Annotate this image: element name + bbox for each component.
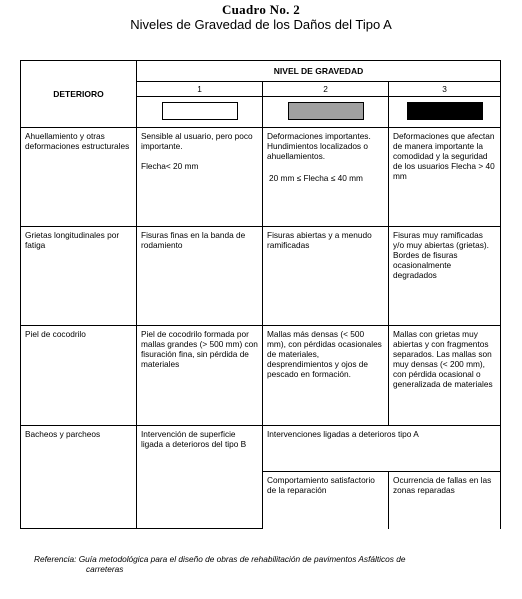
level-2-3-description: Intervenciones ligadas a deterioros tipo A [263,426,501,472]
level-1-swatch [162,102,238,120]
level-3-swatch [407,102,483,120]
deterioro-name: Grietas longitudinales por fatiga [21,227,137,326]
deterioro-header: DETERIORO [21,61,137,128]
reference-line-1: Referencia: Guía metodológica para el diseño de obras de rehabilitación de pavimentos Asfálticos de [34,554,406,564]
document-title: Cuadro No. 2 [221,2,301,17]
level-1-header: 1 [137,82,263,97]
level-2-description: Deformaciones importantes. Hundimientos localizados o ahuellamientos. 20 mm ≤ Flecha ≤ 40 mm [263,128,389,227]
level-1-swatch-cell [137,97,263,128]
table-row [21,426,501,472]
level-1-description: Fisuras finas en la banda de rodamiento [137,227,263,326]
nivel-gravedad-header: NIVEL DE GRAVEDAD [137,61,501,82]
severity-table [20,60,501,529]
level-2-swatch [288,102,364,120]
level-2-description: Mallas más densas (< 500 mm), con pérdidas ocasionales de materiales, desprendimientos y ojos de pescado en formación. [263,326,389,426]
table-row [21,227,501,326]
document-subtitle: Niveles de Gravedad de los Daños del Tipo A [130,17,392,32]
level-3-header: 3 [389,82,501,97]
reference-note [34,554,494,574]
level-1-description: Intervención de superficie ligada a deterioros del tipo B [137,426,263,529]
level-3-description: Ocurrencia de fallas en las zonas reparadas [389,471,501,528]
level-2-swatch-cell [263,97,389,128]
level-2-description: Fisuras abiertas y a menudo ramificadas [263,227,389,326]
level-1-description: Piel de cocodrilo formada por mallas grandes (> 500 mm) con fisuración fina, sin pérdida de materiales [137,326,263,426]
table-row [21,128,501,227]
level-1-description: Sensible al usuario, pero poco importante. Flecha< 20 mm [137,128,263,227]
level-3-description: Mallas con grietas muy abiertas y con fragmentos separados. Las mallas son muy densas (< 200 mm), con pérdida ocasional o generalizada de materiales [389,326,501,426]
reference-line-2: carreteras [86,564,124,574]
level-3-description: Fisuras muy ramificadas y/o muy abiertas (grietas). Bordes de fisuras ocasionalmente degradados [389,227,501,326]
table-row [21,326,501,426]
level-2-header: 2 [263,82,389,97]
level-3-swatch-cell [389,97,501,128]
deterioro-name: Ahuellamiento y otras deformaciones estructurales [21,128,137,227]
deterioro-name: Bacheos y parcheos [21,426,137,529]
deterioro-name: Piel de cocodrilo [21,326,137,426]
level-3-description: Deformaciones que afectan de manera importante la comodidad y la seguridad de los usuarios Flecha > 40 mm [389,128,501,227]
level-2-description: Comportamiento satisfactorio de la reparación [263,471,389,528]
